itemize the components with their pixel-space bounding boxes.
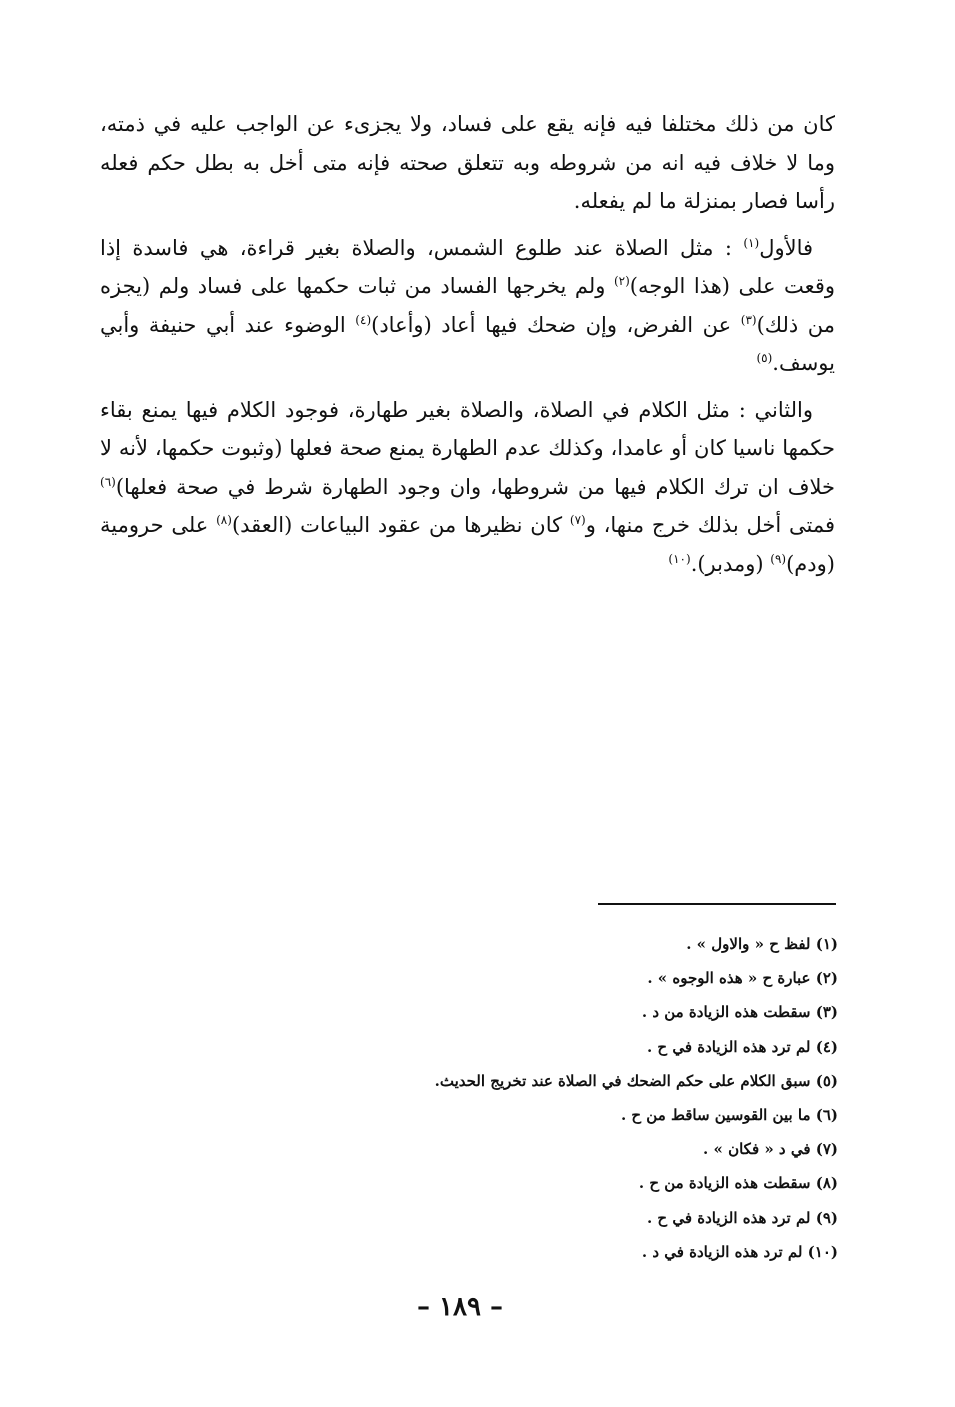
footnote-6: (٦) ما بين القوسين ساقط من ح . xyxy=(620,1106,838,1125)
footnote-ref-2: (٢) xyxy=(613,274,630,288)
paragraph-2 xyxy=(100,229,835,383)
paragraph-3-text-3: كان نظيرها من عقود البياعات (العقد) xyxy=(231,513,570,537)
footnote-2: (٢) عبارة ح « هذه الوجوه » . xyxy=(647,969,838,988)
footnote-5: (٥) سبق الكلام على حكم الضحك في الصلاة عند تخريج الحديث. xyxy=(434,1071,838,1090)
footnote-ref-5: (٥) xyxy=(756,351,773,365)
paragraph-3-text-1: والثاني : مثل الكلام في الصلاة، والصلاة بغير طهارة، فوجود الكلام فيها يمنع بقاء حكمها ناسيا كان أو عامدا، وكذلك عدم الطهارة يمنع صحة فعلها (وثبوت حكمها، لأنه لا خلاف ان ترك الكلام فيها من شروطها، وان وجود الطهارة شرط في صحة فعلها) xyxy=(100,397,835,499)
footnote-ref-8: (٨) xyxy=(216,513,232,527)
paragraph-1: كان من ذلك مختلفا فيه فإنه يقع على فساد، ولا يجزىء عن الواجب عليه في ذمته، وما لا خلاف فيه انه من شروطه وبه تتعلق صحته فإنه متى أخل به بطل حكم فعله رأسا فصار بمنزلة ما لم يفعله. xyxy=(100,112,835,213)
footnote-ref-7: (٧) xyxy=(569,513,586,527)
paragraph-2-text-3: ولم يخرجها الفساد من ثبات حكمها على فساد ولم (يجزه من ذلك) xyxy=(100,274,835,337)
footnote-1: (١) لفظ ح « والاول » . xyxy=(686,935,838,953)
paragraph-3 xyxy=(100,391,835,584)
paragraph-2-text-4: عن الفرض، وإن ضحك فيها أعاد (وأعاد) xyxy=(371,312,741,337)
footnote-ref-10: (١٠) xyxy=(668,551,691,566)
footnote-separator xyxy=(598,903,836,905)
footnote-8: (٨) سقطت هذه الزيادة من ح . xyxy=(638,1174,838,1193)
paragraph-2-text-5: الوضوء عند أبي حنيفة وأبي يوسف. xyxy=(100,312,835,375)
footnotes xyxy=(300,927,838,1269)
footnote-3: (٣) سقطت هذه الزيادة من د . xyxy=(641,1003,838,1022)
main-text xyxy=(100,105,835,583)
paragraph-2-text-2: : مثل الصلاة عند طلوع الشمس، والصلاة بغير قراءة، هي فاسدة إذا وقعت على (هذا الوجه) xyxy=(100,235,835,298)
footnote-ref-1: (١) xyxy=(743,235,760,250)
paragraph-3-text-4: على حرومية (ودم) xyxy=(100,513,835,576)
paragraph-3-text-2: فمتى أخل بذلك خرج منها، و xyxy=(585,513,836,537)
paragraph-2-text-1: فالأول xyxy=(759,235,813,260)
footnote-9: (٩) لم ترد هذه الزيادة في ح . xyxy=(646,1208,838,1227)
footnote-ref-3: (٣) xyxy=(740,312,757,327)
page-number: – ١٨٩ – xyxy=(416,1292,504,1322)
paragraph-3-text-5: (ومدبر). xyxy=(690,551,771,576)
footnote-4: (٤) لم ترد هذه الزيادة في ح . xyxy=(646,1037,838,1056)
footnote-ref-6: (٦) xyxy=(100,474,116,489)
footnote-ref-9: (٩) xyxy=(770,551,787,566)
footnote-7: (٧) في د « فكان » . xyxy=(703,1140,838,1159)
footnote-ref-4: (٤) xyxy=(355,312,372,327)
footnote-10: (١٠) لم ترد هذه الزيادة في د . xyxy=(641,1242,838,1261)
